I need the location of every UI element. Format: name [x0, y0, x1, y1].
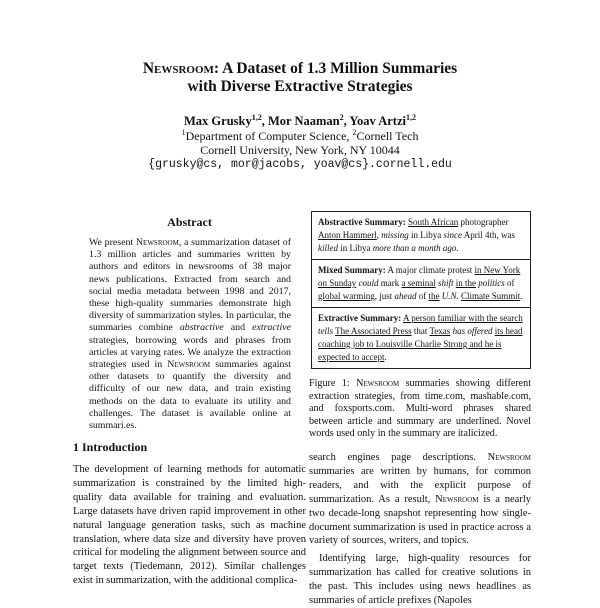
shared-phrase: in New York on Sunday	[318, 265, 521, 288]
title-line2: with Diverse Extractive Strategies	[187, 78, 413, 95]
shared-phrase: South African	[407, 217, 459, 227]
novel-word: since	[443, 230, 463, 240]
author-emails: {grusky@cs, mor@jacobs, yoav@cs}.cornell.edu	[148, 158, 452, 171]
novel-word: U.N.	[441, 291, 459, 301]
right-column-body	[309, 451, 531, 608]
summary-text: that	[411, 326, 430, 336]
affiliation: Department of Computer Science,	[185, 129, 353, 143]
paper-title	[0, 60, 600, 96]
title-newsroom: Newsroom	[142, 60, 214, 77]
extractive-summary	[312, 308, 530, 368]
author-name: Mor Naaman	[267, 114, 340, 129]
body-text: search engines page descriptions.	[309, 452, 488, 463]
body-newsroom: Newsroom	[435, 493, 479, 505]
abstract-text: , a summarization dataset of 1.3 million articles and summaries written by authors and editors in newsrooms of 38 major news publications. Extracted from search and social media metadata between 1998 and 2017, these high-quality summaries demonstrate high diversity of summarization styles. In particular, the summaries combine	[89, 237, 291, 334]
mixed-summary	[312, 260, 530, 308]
shared-phrase: its head coaching job to Louisville Charlie Strong and he is expected to accept	[318, 326, 523, 362]
summary-text: A major climate protest	[385, 265, 475, 275]
summary-text: ,	[376, 230, 382, 240]
summary-text: .	[384, 352, 387, 362]
abstract-body	[89, 237, 291, 432]
shared-phrase: the	[428, 291, 440, 301]
introduction-body: The development of learning methods for automatic summarization is constrained by the limited high-quality data available for training and evaluation. Large datasets have driven rapid improvement in other natural language generation tasks, such as machine translation, where data size and diversity have proven critical for modeling the alignment between source and target texts (Tiedemann, 2012). Similar challenges exist in summarization, with the additional complica-	[73, 464, 306, 587]
summary-text: April 4th, was	[462, 230, 516, 240]
paragraph: Identifying large, high-quality resources for summarization has called for creative solutions in the past. This includes using news headlines as summaries of article prefixes (Napoles	[309, 553, 531, 607]
abstract-text: We present	[89, 237, 136, 248]
shared-phrase: The Associated Press	[335, 326, 412, 336]
caption-label: Figure 1:	[309, 378, 357, 389]
affiliation-line1	[0, 128, 600, 144]
summary-label: Abstractive Summary:	[318, 217, 406, 227]
novel-word: missing	[381, 230, 409, 240]
affiliation: Cornell Tech	[356, 129, 419, 143]
shared-phrase: A person familiar with the search	[403, 313, 523, 323]
abstract-heading: Abstract	[167, 215, 212, 229]
figure-1-box	[311, 211, 531, 369]
author-affil-marker: 1,2	[251, 113, 262, 122]
summary-label: Extractive Summary:	[318, 313, 402, 323]
author-list: Max Grusky$^{1,2}$, Mor Naaman$^2$, Yoav Artzi$^{1,2}$	[184, 113, 416, 129]
novel-word: shift	[438, 278, 454, 288]
abstract-italic: extractive	[252, 322, 291, 334]
summary-text: of	[416, 291, 429, 301]
summary-text: in Libya	[338, 243, 373, 253]
figure-1-caption	[309, 378, 531, 441]
author-affil-marker: 2	[339, 113, 344, 122]
abstract-italic: abstractive	[179, 322, 224, 334]
novel-word: more than a month ago	[372, 243, 457, 253]
novel-word: ahead	[394, 291, 417, 301]
author-name: Yoav Artzi	[349, 114, 406, 129]
summary-text: , just	[374, 291, 395, 301]
body-newsroom: Newsroom	[487, 452, 531, 463]
caption-text: summaries showing different extraction strategies, from time.com, mashable.com, and foxsports.com. Multi-word phrases shared between article and summary are underlined. Novel words used only in the summary are italicized.	[309, 378, 531, 440]
novel-word: has offered	[452, 326, 493, 336]
shared-phrase: Texas	[429, 326, 451, 336]
summary-text: .	[520, 291, 523, 301]
abstract-newsroom: Newsroom	[135, 237, 179, 248]
novel-word: politics	[478, 278, 505, 288]
author-affil-marker: 1,2	[406, 113, 416, 122]
shared-phrase: Anton Hammerl	[318, 230, 377, 240]
shared-phrase: in the	[455, 278, 477, 288]
novel-word: tells	[318, 326, 333, 336]
summary-text: mark	[378, 278, 402, 288]
abstract-text: strategies, borrowing words and phrases from articles at varying rates. We analyze the extraction strategies used in	[89, 334, 291, 371]
body-text: summaries are written by humans, for common readers, and with the explicit purpose of summarization. As a result,	[309, 465, 531, 505]
shared-phrase: Climate Summit	[461, 291, 521, 301]
paragraph	[309, 451, 531, 548]
section-heading-introduction: 1 Introduction	[73, 440, 148, 454]
body-text: is a nearly two decade-long snapshot representing how single-document summarization is used in practice across a variety of sources, writers, and topics.	[309, 493, 531, 547]
novel-word: killed	[318, 243, 338, 253]
abstract-newsroom: Newsroom	[167, 359, 211, 371]
summary-text: of	[504, 278, 515, 288]
affiliation-line2: Cornell University, New York, NY 10044	[200, 143, 400, 157]
abstractive-summary	[312, 212, 530, 260]
abstract-text: summaries against other datasets to quantify the diversity and difficulty of our new data, and train existing methods on the data to evaluate its utility and challenges. The dataset is available online at summari.es.	[89, 359, 291, 432]
caption-newsroom: Newsroom	[356, 378, 400, 389]
novel-word: could	[358, 278, 379, 288]
summary-text: in Libya	[408, 230, 444, 240]
summary-text: photographer	[458, 217, 509, 227]
shared-phrase: a seminal	[401, 278, 436, 288]
title-line1: : A Dataset of 1.3 Million Summaries	[213, 60, 458, 77]
affil-marker: 1	[181, 128, 186, 137]
author-name: Max Grusky	[184, 114, 252, 129]
summary-label: Mixed Summary:	[318, 265, 386, 275]
affil-marker: 2	[352, 128, 357, 137]
summary-text: .	[456, 243, 459, 253]
shared-phrase: global warming	[318, 291, 375, 301]
abstract-text: and	[223, 322, 253, 334]
